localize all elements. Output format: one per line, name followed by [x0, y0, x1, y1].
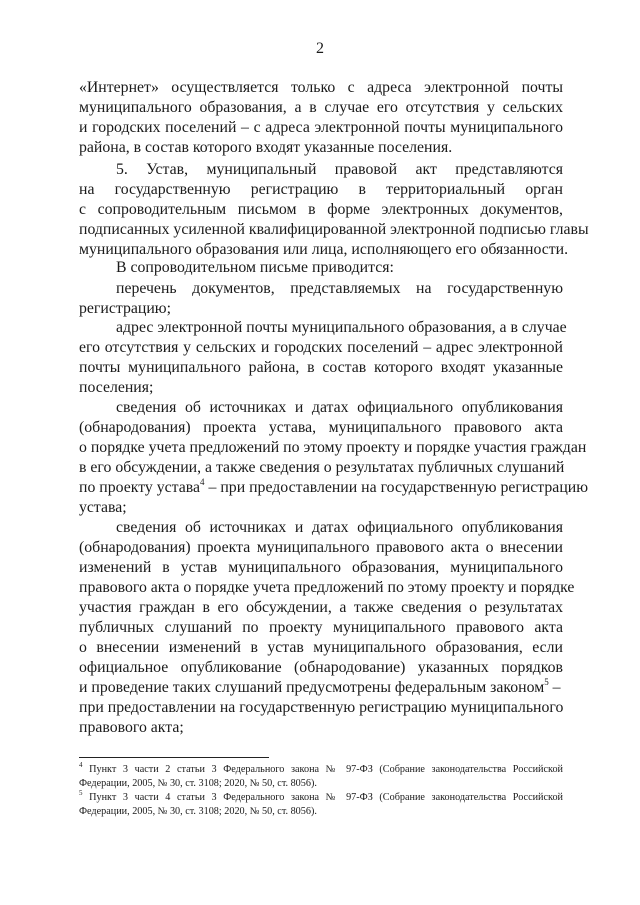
- footnote-mark: 4: [79, 760, 83, 769]
- text-line-content: В сопроводительном письме приводится:: [116, 259, 394, 276]
- footnote-text: Федерации, 2005, № 30, ст. 3108; 2020, № 50, ст. 8056).: [79, 806, 317, 817]
- text-line-content: о внесении изменений в устав муниципального образования, если: [79, 639, 563, 656]
- text-line-content: при предоставлении на государственную регистрацию муниципального: [79, 699, 564, 716]
- text-line-content: почты муниципального района, в состав которого входят указанные: [79, 359, 563, 376]
- text-line: [116, 258, 563, 278]
- text-line-content: официальное опубликование (обнародование) указанных порядков: [79, 659, 563, 676]
- text-line: [116, 518, 563, 538]
- footnote-text: Пункт 3 части 2 статьи 3 Федерального закона № 97-ФЗ (Собрание законодательства Российской: [89, 764, 564, 775]
- text-line: [79, 598, 563, 618]
- text-line: [79, 718, 563, 738]
- text-line-content: поселения;: [79, 379, 154, 396]
- text-line-continuation: – при предоставлении на государственную регистрацию: [204, 479, 589, 496]
- text-line: [79, 358, 563, 378]
- text-line-content: адрес электронной почты муниципального образования, а в случае: [116, 319, 567, 336]
- footnote-line: [79, 777, 563, 791]
- text-line: [79, 418, 563, 438]
- text-line-content: и городских поселений – с адреса электронной почты муниципального: [79, 119, 563, 136]
- text-line: [79, 78, 563, 98]
- text-line-content: (обнародования) проекта устава, муниципального правового акта: [79, 419, 563, 436]
- text-line-content: (обнародования) проекта муниципального правового акта о внесении: [79, 539, 563, 556]
- text-line-content: с сопроводительным письмом в форме электронных документов,: [79, 201, 563, 218]
- text-line: [116, 398, 563, 418]
- text-line-content: о порядке учета предложений по этому проекту и порядке участия граждан: [79, 439, 587, 456]
- footnote-line: [79, 788, 564, 805]
- text-line-content: устава;: [79, 499, 127, 516]
- text-line-content: изменений в устав муниципального образования, муниципального: [79, 559, 563, 576]
- text-line-content: муниципального образования, а в случае его отсутствия у сельских: [79, 99, 563, 116]
- text-line-content: подписанных усиленной квалифицированной электронной подписью главы: [79, 221, 589, 238]
- footnote-separator: [79, 757, 269, 758]
- text-line: [79, 338, 563, 358]
- text-line-content: на государственную регистрацию в территориальный орган: [79, 181, 563, 198]
- footnote-mark: 5: [79, 788, 83, 797]
- text-line: [79, 618, 563, 638]
- text-line: [79, 299, 563, 319]
- text-line: [79, 578, 575, 598]
- text-line: [79, 378, 563, 398]
- text-line: [79, 698, 563, 718]
- text-line: [116, 279, 563, 299]
- text-line-content: перечень документов, представляемых на государственную: [116, 280, 563, 297]
- footnote-reference: 4: [200, 476, 205, 487]
- footnote-line: [79, 805, 563, 819]
- text-line: [79, 180, 563, 200]
- text-line: [79, 558, 563, 578]
- text-line: [79, 476, 589, 498]
- text-line: [79, 438, 587, 458]
- text-line-content: 5. Устав, муниципальный правовой акт представляются: [116, 161, 563, 178]
- text-line-content: в его обсуждении, а также сведения о результатах публичных слушаний: [79, 459, 565, 476]
- text-line: [79, 658, 563, 678]
- footnote-reference: 5: [544, 676, 549, 687]
- text-line: [79, 98, 563, 118]
- text-line-content: регистрацию;: [79, 300, 171, 317]
- text-line-content: муниципального образования или лица, исполняющего его обязанности.: [79, 241, 569, 258]
- text-line: [79, 200, 563, 220]
- text-line: [79, 538, 563, 558]
- text-line-content: сведения об источниках и датах официального опубликования: [116, 399, 563, 416]
- text-line-continuation: –: [548, 679, 561, 696]
- text-line-content: его отсутствия у сельских и городских поселений – адрес электронной: [79, 339, 563, 356]
- text-line: [79, 138, 563, 158]
- text-line: [79, 220, 589, 240]
- text-line-content: района, в состав которого входят указанные поселения.: [79, 139, 453, 156]
- text-line: [116, 318, 567, 338]
- text-line-content: участия граждан в его обсуждении, а также сведения о результатах: [79, 599, 563, 616]
- footnote-text: Пункт 3 части 4 статьи 3 Федерального закона № 97-ФЗ (Собрание законодательства Российской: [89, 792, 564, 803]
- text-line: [79, 458, 563, 478]
- text-line-content: правового акта;: [79, 719, 184, 736]
- text-line-content: сведения об источниках и датах официального опубликования: [116, 519, 563, 536]
- text-line-content: «Интернет» осуществляется только с адреса электронной почты: [79, 79, 563, 96]
- footnote-line: [79, 760, 564, 777]
- text-line: [79, 638, 563, 658]
- footnote-text: Федерации, 2005, № 30, ст. 3108; 2020, № 50, ст. 8056).: [79, 778, 317, 789]
- text-line: [116, 160, 563, 180]
- text-line-content: правового акта о порядке учета предложений по этому проекту и порядке: [79, 579, 575, 596]
- text-line: [79, 240, 569, 260]
- text-line-content: публичных слушаний по проекту муниципального правового акта: [79, 619, 563, 636]
- page-number: 2: [316, 40, 324, 57]
- text-line-content: по проекту устава: [79, 479, 201, 496]
- text-line: [79, 498, 563, 518]
- text-line: [79, 678, 563, 698]
- text-line: [79, 118, 563, 138]
- text-line-content: и проведение таких слушаний предусмотрены федеральным законом: [79, 679, 545, 696]
